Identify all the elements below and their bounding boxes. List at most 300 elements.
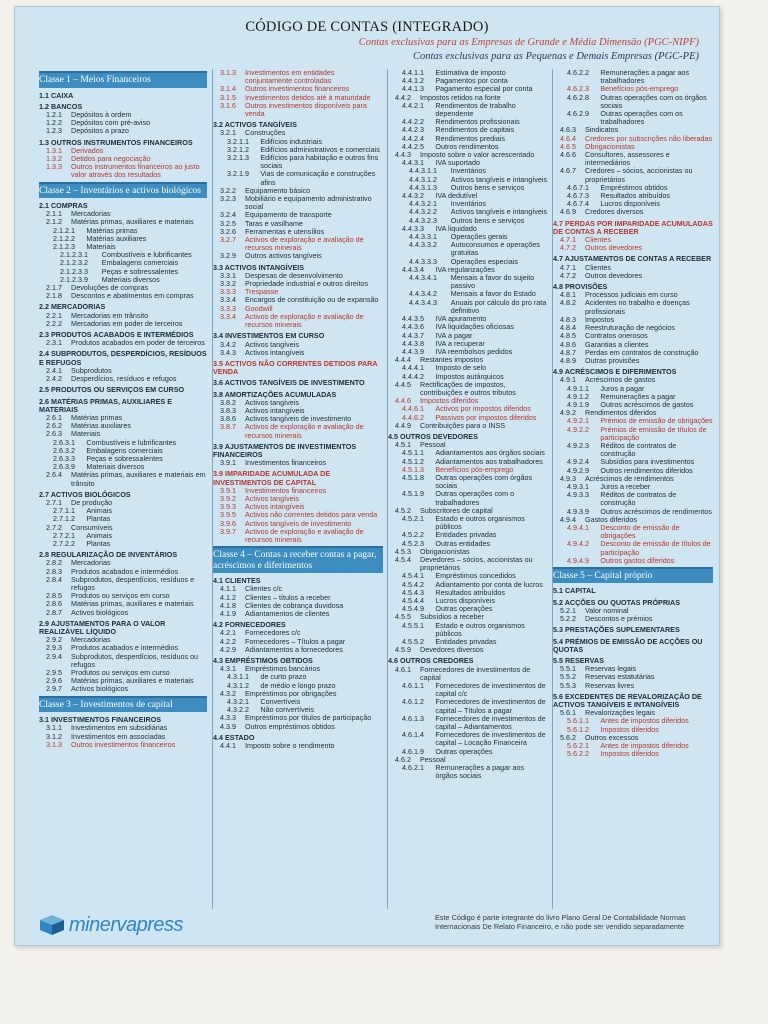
- account-code: 4.9.4.9: [567, 555, 589, 565]
- account-label: Fornecedores de investimentos de capital – Locação Financeira: [435, 730, 546, 748]
- account-label: Matérias primas, auxiliares e materiais: [71, 217, 194, 227]
- account-label: Encargos de constituição ou de expansão: [245, 295, 379, 305]
- account-label: Matérias primas, auxiliares e materiais: [71, 676, 194, 686]
- account-entry: [213, 280, 383, 288]
- account-code: 4.6.7.3: [567, 191, 589, 201]
- account-label: Combustíveis e lubrificantes: [101, 250, 192, 260]
- account-label: Subprodutos: [71, 365, 112, 375]
- account-group-heading: 1.3 OUTROS INSTRUMENTOS FINANCEIROS: [39, 137, 193, 147]
- account-label: Pagamentos por conta: [435, 76, 508, 86]
- account-entry: [553, 94, 713, 110]
- account-label: Rendimentos profissionais: [435, 117, 520, 127]
- account-entry: [213, 252, 383, 260]
- account-entry: [39, 375, 207, 383]
- account-label: Pessoal: [420, 754, 446, 764]
- account-code: 4.4.3.3.3: [409, 256, 437, 266]
- account-entry: [213, 528, 383, 544]
- account-code: 4.9.4.1: [567, 522, 589, 532]
- class-banner: Classe 1 – Meios Financeiros: [39, 71, 207, 88]
- publisher-name: minervapress: [69, 913, 184, 936]
- account-label: Matérias primas, auxiliares e materiais: [71, 599, 194, 609]
- account-code: 2.8.5: [46, 591, 62, 601]
- account-label: Entidades privadas: [435, 637, 497, 647]
- account-label: Fornecedores – Títulos a pagar: [245, 636, 346, 646]
- account-label: Obrigacionistas: [585, 141, 635, 151]
- account-group-heading: 4.9 ACRÉSCIMOS E DIFERIMENTOS: [553, 367, 677, 377]
- account-label: Subprodutos, desperdícios, resíduos e refugos: [71, 574, 195, 592]
- account-label: Construções: [245, 128, 286, 138]
- account-label: Matérias primas: [86, 225, 138, 235]
- account-code: 3.2.1: [220, 128, 236, 138]
- account-label: Consumíveis: [71, 522, 113, 532]
- account-entry: [388, 682, 548, 698]
- account-code: 3.1.3: [220, 69, 236, 77]
- account-label: Juros a receber: [600, 481, 651, 491]
- account-entry: [213, 423, 383, 439]
- account-code: 2.7.2: [46, 522, 62, 532]
- account-code: 4.6.4: [560, 133, 576, 143]
- account-code: 3.2.5: [220, 218, 236, 228]
- account-code: 3.2.9: [220, 251, 236, 261]
- account-entry: [553, 69, 713, 85]
- account-label: Clientes: [585, 235, 611, 245]
- account-label: Impostos diferidos: [600, 749, 659, 759]
- account-label: Descontos e abatimentos em compras: [71, 291, 194, 301]
- account-code: 4.4.3.1.1: [409, 166, 437, 176]
- account-label: Activos de exploração e avaliação de recursos minerais: [245, 235, 364, 253]
- account-label: Peças e sobressalentes: [86, 453, 163, 463]
- account-code: 4.4.3.3.1: [409, 232, 437, 242]
- account-label: Plantas: [86, 514, 111, 524]
- account-label: Matérias primas: [71, 412, 123, 422]
- account-code: 2.6.3.2: [53, 445, 75, 455]
- account-code: 4.4.3.4.2: [409, 289, 437, 299]
- account-code: 4.4.1.1: [402, 69, 424, 77]
- account-label: Outras operações com o trabalhadores: [435, 489, 515, 507]
- account-label: Impostos diferidos: [420, 396, 479, 406]
- account-label: Credores diversos: [585, 207, 644, 217]
- account-label: Outros bens e serviços: [450, 215, 525, 225]
- account-entry: [553, 208, 713, 216]
- account-group-heading: 4.6 OUTROS CREDORES: [388, 656, 474, 666]
- account-entry: [388, 622, 548, 638]
- account-label: Réditos de contratos de construção: [600, 490, 677, 508]
- account-label: Fornecedores de investimentos de capital c/c: [435, 681, 546, 699]
- account-code: 4.5.2: [395, 505, 411, 515]
- account-code: 4.6.1.1: [402, 681, 424, 691]
- account-label: Despesas de desenvolvimento: [245, 270, 343, 280]
- account-code: 4.5.5: [395, 612, 411, 622]
- account-code: 3.3.4: [220, 311, 236, 321]
- account-code: 4.1.9: [220, 608, 236, 618]
- account-code: 2.2.2: [46, 318, 62, 328]
- account-entry: [388, 764, 548, 780]
- account-entry: [553, 750, 713, 758]
- account-code: 4.9.1.1: [567, 383, 589, 393]
- account-label: Outros investimentos financeiros: [71, 739, 176, 749]
- account-code: 3.1.4: [220, 84, 236, 94]
- account-label: Impostos diferidos: [600, 724, 659, 734]
- account-label: Activos tangíveis e intangíveis: [450, 207, 548, 217]
- account-label: Empréstimos por obrigações: [245, 688, 337, 698]
- account-label: Vias de comunicação e construções afins: [260, 169, 376, 187]
- account-group-heading: 2.1 COMPRAS: [39, 201, 88, 211]
- account-code: 2.1.2.1: [53, 225, 75, 235]
- account-code: 4.3.9: [220, 721, 236, 731]
- account-entry: [553, 357, 713, 365]
- account-code: 4.5.2.2: [402, 530, 424, 540]
- account-code: 3.2.4: [220, 210, 236, 220]
- account-label: Matérias auxiliares: [86, 233, 147, 243]
- account-label: Ferramentas e utensílios: [245, 226, 325, 236]
- account-code: 4.4.3.3.2: [409, 240, 437, 250]
- account-label: Embalagens comerciais: [101, 258, 179, 268]
- account-label: Embalagens comerciais: [86, 445, 163, 455]
- account-label: Investimentos em subsidiárias: [71, 723, 168, 733]
- account-group-heading: 5.6 EXCEDENTES DE REVALORIZAÇÃO DE ACTIVOS TANGÍVEIS E INTANGÍVEIS: [553, 691, 702, 709]
- account-group-heading: 1.1 CAIXA: [39, 90, 74, 100]
- account-code: 4.6.2.3: [567, 84, 589, 94]
- account-label: Sindicatos: [585, 125, 619, 135]
- account-entry: [388, 274, 548, 290]
- account-code: 5.6.2.2: [567, 749, 589, 759]
- subtitle-pe: Contas exclusivas para as Pequenas e Demais Empresas (PGC-PE): [413, 51, 699, 62]
- account-group-heading: 4.4 ESTADO: [213, 732, 255, 742]
- account-group-heading: 5.2 ACÇÕES OU QUOTAS PRÓPRIAS: [553, 597, 680, 607]
- account-entry: [39, 339, 207, 347]
- account-label: de curto prazo: [260, 672, 307, 682]
- account-code: 5.6.1.2: [567, 724, 589, 734]
- account-label: Depósitos com pré-aviso: [71, 118, 151, 128]
- account-code: 4.3.2.1: [227, 697, 249, 707]
- account-code: 4.4.2.3: [402, 125, 424, 135]
- account-label: Empréstimos por títulos de participação: [245, 713, 372, 723]
- account-label: Taras e vasilhame: [245, 218, 303, 228]
- account-label: Rendimentos de trabalho dependente: [435, 100, 516, 119]
- account-code: 1.2.2: [46, 118, 62, 128]
- account-entry: [39, 653, 207, 669]
- account-label: Outros investimentos financeiros: [245, 84, 350, 94]
- account-code: 4.6.1.3: [402, 713, 424, 723]
- account-code: 2.8.6: [46, 599, 62, 609]
- account-label: Derivados: [71, 145, 104, 155]
- account-code: 4.4.3.2.2: [409, 207, 437, 217]
- account-entry: [213, 170, 383, 186]
- account-label: Rendimentos prediais: [435, 133, 505, 143]
- account-code: 2.4.1: [46, 365, 62, 375]
- account-code: 4.3.2.2: [227, 705, 249, 715]
- account-label: Activos por impostos diferidos: [435, 404, 531, 414]
- account-label: Estado e outros organismos públicos: [435, 620, 525, 638]
- account-group-heading: 4.3 EMPRÉSTIMOS OBTIDOS: [213, 656, 313, 665]
- account-entry: [388, 666, 548, 682]
- account-code: 4.6.1.9: [402, 746, 424, 756]
- account-label: Antes de impostos diferidos: [600, 716, 689, 726]
- account-label: Operações gerais: [450, 232, 508, 242]
- footer-note: Este Código é parte integrante do livro Plano Geral De Contabilidade Normas Internacionais De Relato Financeiro, e não pode ser vendido separadamente: [435, 913, 686, 931]
- account-code: 3.3.1: [220, 270, 236, 280]
- account-label: Devoluções de compras: [71, 283, 149, 293]
- account-label: Activos não correntes detidos para venda: [245, 510, 378, 520]
- account-label: Imposto sobre o rendimento: [245, 741, 335, 751]
- account-code: 4.6.2.9: [567, 109, 589, 119]
- account-entry: [388, 490, 548, 506]
- account-code: 5.2.1: [560, 605, 576, 615]
- account-code: 4.4.2.1: [402, 100, 424, 110]
- account-entry: [39, 609, 207, 617]
- account-code: 2.7.1: [46, 497, 62, 507]
- account-code-sheet: [14, 6, 720, 946]
- account-code: 5.6.2: [560, 732, 576, 742]
- account-code: 4.8.2: [560, 298, 576, 308]
- account-label: Animais: [86, 506, 112, 516]
- account-entry: [39, 741, 207, 749]
- account-code: 3.3.2: [220, 279, 236, 289]
- account-label: Edifícios administrativos e comerciais: [260, 144, 380, 154]
- account-code: 2.1.1: [46, 209, 62, 219]
- account-code: 2.6.3.3: [53, 453, 75, 463]
- account-code: 3.9.3: [220, 502, 236, 512]
- account-entry: [39, 127, 207, 135]
- account-entry: [213, 742, 383, 750]
- account-label: Peças e sobressalentes: [101, 266, 179, 276]
- account-entry: [388, 241, 548, 257]
- account-code: 4.5.2.1: [402, 513, 424, 523]
- account-label: Reservas livres: [585, 680, 635, 690]
- account-group-heading: 3.2 ACTIVOS TANGÍVEIS: [213, 120, 297, 130]
- account-label: Outros empréstimos obtidos: [245, 721, 335, 731]
- account-code: 1.2.1: [46, 109, 62, 119]
- account-label: Depósitos à ordem: [71, 109, 132, 119]
- account-code: 4.4.6.2: [402, 412, 424, 422]
- account-label: Activos biológicos: [71, 684, 129, 694]
- account-label: Activos de exploração e avaliação de recursos minerais: [245, 422, 364, 440]
- account-code: 4.4.3.8: [402, 338, 424, 348]
- class-banner: Classe 4 – Contas a receber contas a pagar, acréscimos e diferimentos: [212, 546, 383, 573]
- account-label: Subprodutos, desperdícios, resíduos ou refugos: [71, 651, 199, 669]
- account-entry: [553, 151, 713, 167]
- account-code: 4.5.1.2: [402, 456, 424, 466]
- account-label: Animais: [86, 530, 112, 540]
- account-label: Outros gastos diferidos: [600, 555, 675, 565]
- account-code: 3.9.7: [220, 526, 236, 536]
- account-code: 3.2.3: [220, 194, 236, 204]
- account-code: 2.8.2: [46, 558, 62, 568]
- account-code: 4.8.1: [560, 290, 576, 300]
- account-code: 4.4.3.1: [402, 158, 424, 168]
- account-code: 4.4.1.3: [402, 84, 424, 94]
- account-label: Garantias a clientes: [585, 339, 649, 349]
- account-group-heading: 5.4 PRÉMIOS DE EMISSÃO DE ACÇÕES OU QUOTAS: [553, 636, 703, 654]
- account-group-heading: 2.7 ACTIVOS BIOLÓGICOS: [39, 489, 131, 499]
- account-code: 3.1.1: [46, 723, 62, 733]
- account-code: 2.1.2.2: [53, 233, 75, 243]
- account-label: Activos tangíveis de investimento: [245, 414, 352, 424]
- account-entry: [553, 540, 713, 556]
- account-code: 2.8.3: [46, 566, 62, 576]
- account-code: 4.9.4: [560, 514, 576, 524]
- account-entry: [553, 167, 713, 183]
- account-label: Outras operações: [435, 746, 493, 756]
- account-label: Mobiliário e equipamento administrativo social: [245, 194, 372, 212]
- account-label: Outras operações com órgãos sociais: [435, 472, 533, 491]
- account-label: Restantes impostos: [420, 355, 484, 365]
- account-label: Investimentos financeiros: [245, 485, 327, 495]
- account-label: Adiantamentos de clientes: [245, 608, 330, 618]
- account-code: 5.6.1: [560, 708, 576, 718]
- account-label: Mercadorias em poder de terceiros: [71, 318, 183, 328]
- account-group-heading: 2.9 AJUSTAMENTOS PARA O VALOR REALIZÁVEL LÍQUIDO: [39, 618, 166, 636]
- account-code: 4.8.6: [560, 339, 576, 349]
- account-group-heading: 5.5 RESERVAS: [553, 655, 604, 665]
- account-code: 4.3.1: [220, 664, 236, 674]
- account-label: Investimentos financeiros: [245, 458, 327, 468]
- account-group-heading: 4.8 PROVISÕES: [553, 282, 608, 292]
- account-code: 2.4.2: [46, 374, 62, 384]
- account-label: Outros excessos: [585, 732, 639, 742]
- account-code: 4.4.6: [395, 396, 411, 406]
- account-entry: [213, 102, 383, 118]
- account-code: 4.4.3.2.1: [409, 199, 437, 209]
- account-code: 2.1.2.3: [53, 242, 75, 252]
- account-group-heading: 3.8 AMORTIZAÇÕES ACUMULADAS: [213, 389, 337, 399]
- account-code: 4.9.3.3: [567, 490, 589, 500]
- account-code: 4.7.2: [560, 270, 576, 280]
- account-entry: [213, 723, 383, 731]
- publisher-logo: [39, 911, 183, 939]
- account-code: 3.3.4: [220, 295, 236, 305]
- account-code: 4.6.2: [395, 754, 411, 764]
- account-group-heading: 2.4 SUBPRODUTOS, DESPERDÍCIOS, RESÍDUOS E REFUGOS: [39, 349, 207, 367]
- account-label: Consultores, assessores e intermediários: [585, 150, 670, 168]
- account-code: 4.4.3.9: [402, 346, 424, 356]
- account-label: Impostos autárquicos: [435, 371, 504, 381]
- account-code: 1.2.3: [46, 126, 62, 136]
- account-entry: [553, 442, 713, 458]
- account-code: 4.6.2.8: [567, 92, 589, 102]
- account-label: Produtos acabados e intermédios: [71, 566, 179, 576]
- account-label: Credores por subscrições não liberadas: [585, 133, 713, 143]
- account-label: Subscritores de capital: [420, 505, 493, 515]
- account-label: Outros acréscimos de rendimentos: [600, 506, 712, 516]
- account-label: Adiantamentos a fornecedores: [245, 644, 343, 654]
- account-code: 4.8.4: [560, 323, 576, 333]
- account-code: 4.6.7.4: [567, 199, 589, 209]
- account-code: 2.6.4: [46, 470, 62, 480]
- account-label: Operações especiais: [450, 256, 518, 266]
- account-code: 4.2.2: [220, 636, 236, 646]
- account-code: 3.4.2: [220, 339, 236, 349]
- account-label: Devedores – sócios, accionistas ou proprietários: [420, 554, 533, 573]
- account-label: Contratos onerosos: [585, 331, 648, 341]
- account-label: Outros acréscimos de gastos: [600, 399, 694, 409]
- account-code: 4.5.2.3: [402, 538, 424, 548]
- account-entry: [213, 195, 383, 211]
- account-entry: [388, 715, 548, 731]
- account-code: 5.5.1: [560, 664, 576, 674]
- account-code: 4.9.2.1: [567, 416, 589, 426]
- account-code: 4.6.2.1: [402, 763, 424, 773]
- account-code: 2.9.3: [46, 643, 62, 653]
- account-entry: [39, 163, 207, 179]
- account-entry: [39, 576, 207, 592]
- account-group-heading: 2.2 MERCADORIAS: [39, 302, 106, 312]
- account-label: Trespasse: [245, 287, 279, 297]
- account-label: Mercadorias em trânsito: [71, 310, 149, 320]
- account-code: 2.9.7: [46, 684, 62, 694]
- account-code: 3.9.2: [220, 493, 236, 503]
- account-entry: [388, 381, 548, 397]
- account-label: Reservas estatutárias: [585, 672, 655, 682]
- account-label: Matérias auxiliares: [71, 421, 131, 431]
- account-entry: [553, 272, 713, 280]
- account-label: Adiantamento por conta de lucros: [435, 579, 543, 589]
- account-label: Activos intangíveis: [245, 405, 305, 415]
- account-label: Reservas legais: [585, 664, 637, 674]
- account-label: Plantas: [86, 538, 111, 548]
- account-code: 2.1.8: [46, 291, 62, 301]
- account-code: 2.9.4: [46, 651, 62, 661]
- account-label: De produção: [71, 497, 113, 507]
- account-group-heading: 4.1 CLIENTES: [213, 576, 261, 586]
- account-label: Clientes: [585, 262, 611, 272]
- account-code: 3.9.6: [220, 518, 236, 528]
- account-label: Activos de exploração e avaliação de recursos minerais: [245, 526, 364, 544]
- account-label: Valor nominal: [585, 605, 629, 615]
- account-code: 2.7.1.1: [53, 506, 75, 516]
- account-group-heading: 3.3 ACTIVOS INTANGÍVEIS: [213, 262, 305, 272]
- account-code: 3.1.5: [220, 92, 236, 102]
- account-group-heading: 2.6 MATÉRIAS PRIMAS, AUXILIARES E MATERIAIS: [39, 396, 172, 414]
- account-code: 2.6.3: [46, 429, 62, 439]
- account-label: Convertíveis: [260, 697, 301, 707]
- account-group-heading: 4.7 PERDAS POR IMPARIDADE ACUMULADAS DE CONTAS A RECEBER: [553, 218, 713, 236]
- account-label: Perdas em contratos de construção: [585, 347, 699, 357]
- subtitle-npf: Contas exclusivas para as Empresas de Grande e Média Dimensão (PGC-NIPF): [358, 37, 699, 48]
- account-label: Activos tangíveis e intangíveis: [450, 174, 548, 184]
- account-label: IVA liquidações oficiosas: [435, 322, 514, 332]
- account-label: Inventários: [450, 199, 486, 209]
- account-label: Clientes c/c: [245, 584, 283, 594]
- account-label: Contribuições para o INSS: [420, 420, 506, 430]
- account-code: 2.8.7: [46, 607, 62, 617]
- account-label: Depósitos a prazo: [71, 126, 129, 136]
- account-code: 4.3.1.1: [227, 672, 249, 682]
- account-group-heading: 3.1 INVESTIMENTOS FINANCEIROS: [39, 715, 162, 725]
- account-group-heading: 4.2 FORNECEDORES: [213, 620, 286, 630]
- account-label: Resultados atribuídos: [435, 587, 505, 597]
- account-code: 3.2.7: [220, 235, 236, 245]
- account-group-heading: 3.5 ACTIVOS NÃO CORRENTES DETIDOS PARA VENDA: [213, 358, 378, 377]
- account-code: 4.5.1: [395, 440, 411, 450]
- account-code: 3.8.3: [220, 405, 236, 415]
- account-label: Rendimentos diferidos: [585, 408, 657, 418]
- account-label: Remunerações a pagar aos trabalhadores: [600, 69, 690, 86]
- account-label: IVA apuramento: [435, 314, 487, 324]
- account-code: 2.1.2.3.1: [60, 250, 88, 260]
- account-code: 3.8.2: [220, 397, 236, 407]
- account-code: 4.5.5.1: [402, 620, 424, 630]
- account-label: IVA a recuperar: [435, 338, 485, 348]
- account-code: 4.9.1: [560, 375, 576, 385]
- account-label: Activos tangíveis: [245, 339, 299, 349]
- account-label: Fornecedores de investimentos de capital: [420, 664, 531, 682]
- account-code: 4.3.2: [220, 688, 236, 698]
- account-code: 3.2.1.1: [227, 136, 249, 146]
- account-column-2: [212, 69, 383, 909]
- account-code: 4.4.1: [220, 741, 236, 751]
- account-label: Não convertíveis: [260, 705, 314, 715]
